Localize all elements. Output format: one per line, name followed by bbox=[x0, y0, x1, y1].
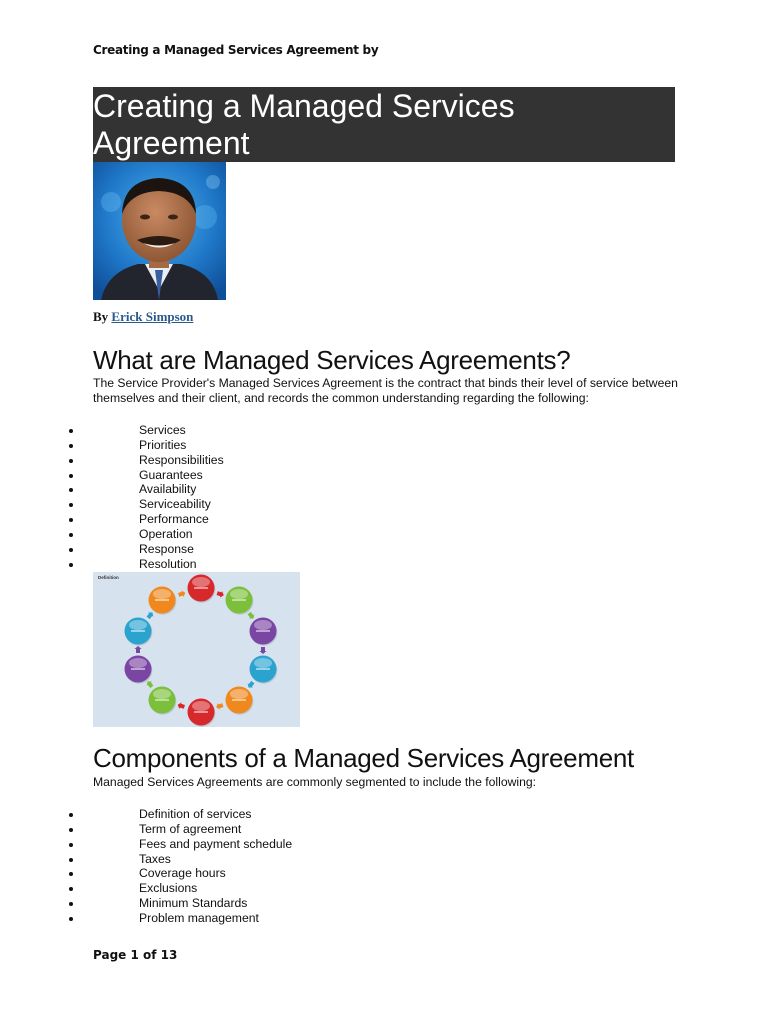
bullet-icon bbox=[69, 858, 73, 862]
bullet-icon bbox=[69, 813, 73, 817]
section-heading-what-are-msas: What are Managed Services Agreements? bbox=[93, 345, 571, 375]
running-title: Creating a Managed Services Agreement by bbox=[93, 43, 379, 57]
cycle-arrow-icon bbox=[215, 702, 224, 711]
author-portrait-image bbox=[93, 162, 226, 300]
cycle-diagram-svg bbox=[93, 572, 300, 727]
bullet-icon bbox=[69, 872, 73, 876]
cycle-node bbox=[226, 587, 254, 615]
cycle-arrow-icon bbox=[135, 646, 142, 653]
footer-total-pages: 13 bbox=[160, 948, 178, 962]
page-title: Creating a Managed Services Agreement bbox=[93, 87, 675, 162]
cycle-node bbox=[188, 575, 216, 603]
cycle-node bbox=[149, 687, 177, 715]
running-header bbox=[93, 43, 378, 57]
cycle-arrow-icon bbox=[246, 611, 256, 621]
cycle-node bbox=[125, 618, 153, 646]
page-footer bbox=[93, 948, 177, 962]
list-item-text: Operation bbox=[139, 526, 193, 541]
byline bbox=[93, 309, 193, 325]
section-intro-what-are-msas: The Service Provider's Managed Services Agreement is the contract that binds their level of service between themselves and their client, and records the common understanding regarding the following: bbox=[93, 376, 678, 405]
cycle-node bbox=[250, 618, 278, 646]
list-item-text: Exclusions bbox=[139, 881, 198, 896]
bullet-icon bbox=[69, 563, 73, 567]
bullet-icon bbox=[69, 843, 73, 847]
list-item-text: Resolution bbox=[139, 556, 197, 571]
list-item-text: Availability bbox=[139, 482, 197, 497]
cycle-arrow-icon bbox=[216, 590, 225, 599]
msa-cycle-diagram bbox=[93, 572, 300, 727]
bullet-icon bbox=[69, 488, 73, 492]
bullet-icon bbox=[69, 474, 73, 478]
cycle-arrow-icon bbox=[246, 680, 256, 690]
list-item-text: Taxes bbox=[139, 851, 171, 866]
list-item-text: Coverage hours bbox=[139, 866, 226, 881]
author-link[interactable]: Erick Simpson bbox=[111, 309, 194, 324]
cycle-arrow-icon bbox=[177, 701, 186, 710]
cycle-node bbox=[226, 687, 254, 715]
bullet-icon bbox=[69, 533, 73, 537]
list-item-text: Priorities bbox=[139, 437, 187, 452]
footer-prefix: Page bbox=[93, 948, 131, 962]
list-item-text: Problem management bbox=[139, 910, 259, 925]
bullet-icon bbox=[69, 429, 73, 433]
list-item-text: Serviceability bbox=[139, 497, 211, 512]
section-intro-components: Managed Services Agreements are commonly segmented to include the following: bbox=[93, 775, 537, 789]
bullet-icon bbox=[69, 459, 73, 463]
cycle-node bbox=[188, 699, 216, 727]
list-item-text: Response bbox=[139, 541, 194, 556]
list-item-text: Minimum Standards bbox=[139, 896, 248, 911]
list-item-text: Guarantees bbox=[139, 467, 203, 482]
diagram-label: Definition bbox=[98, 575, 119, 580]
bullet-icon bbox=[69, 917, 73, 921]
bullet-icon bbox=[69, 444, 73, 448]
bullet-icon bbox=[69, 887, 73, 891]
list-item-text: Term of agreement bbox=[139, 821, 242, 836]
bullet-icon bbox=[69, 518, 73, 522]
footer-separator: of bbox=[138, 948, 161, 962]
footer-current-page: 1 bbox=[130, 948, 139, 962]
bullet-icon bbox=[69, 503, 73, 507]
cycle-arrow-icon bbox=[260, 647, 267, 654]
cycle-node bbox=[250, 656, 278, 684]
list-item-text: Responsibilities bbox=[139, 452, 224, 467]
cycle-node bbox=[125, 656, 153, 684]
section-heading-components: Components of a Managed Services Agreement bbox=[93, 743, 634, 773]
bullet-icon bbox=[69, 902, 73, 906]
bullet-icon bbox=[69, 828, 73, 832]
list-item-text: Definition of services bbox=[139, 807, 252, 821]
cycle-arrow-icon bbox=[145, 610, 155, 620]
bullet-icon bbox=[69, 548, 73, 552]
author-photo bbox=[93, 162, 226, 300]
list-item-text: Performance bbox=[139, 512, 209, 527]
byline-prefix: By bbox=[93, 309, 112, 324]
cycle-arrow-icon bbox=[178, 589, 187, 598]
list-item-text: Services bbox=[139, 423, 186, 437]
cycle-node bbox=[149, 587, 177, 615]
list-item-text: Fees and payment schedule bbox=[139, 836, 293, 851]
